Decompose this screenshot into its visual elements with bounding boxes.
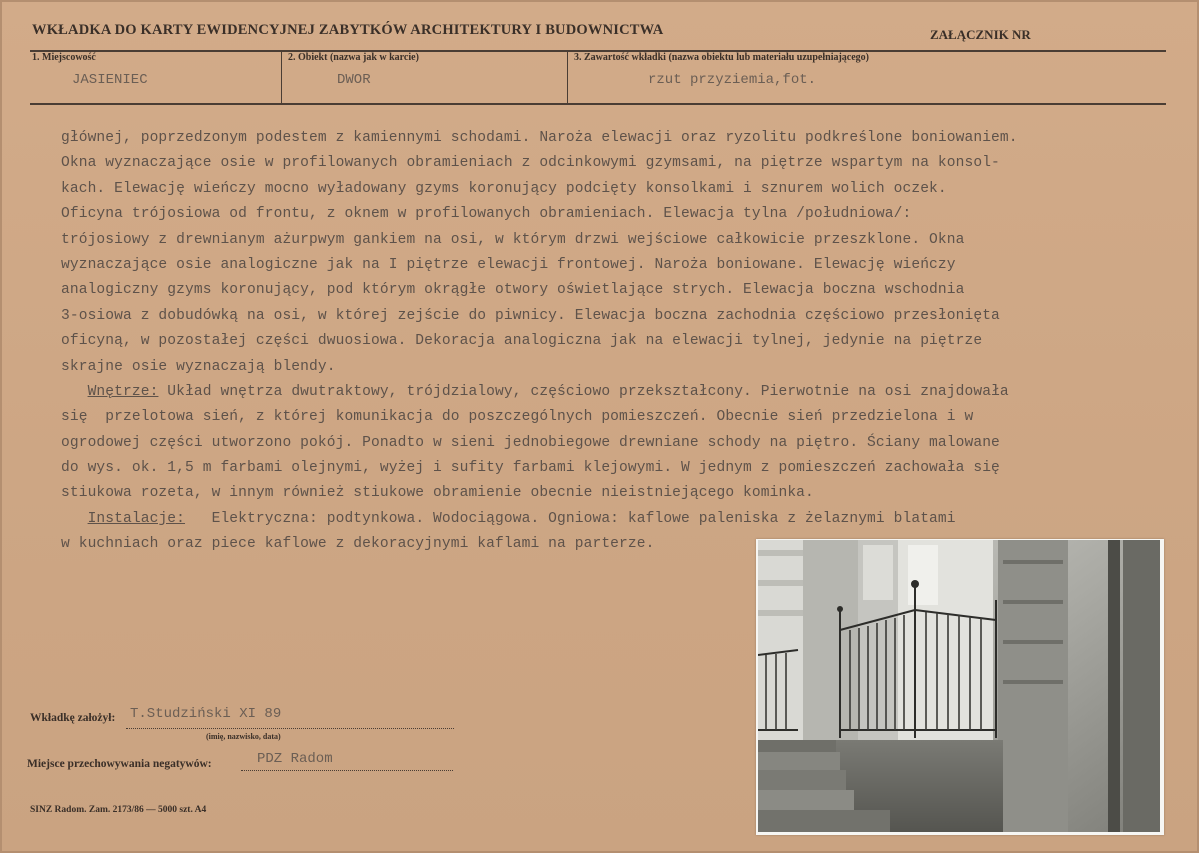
text-line: Instalacje: Elektryczna: podtynkowa. Wodociągowa. Ogniowa: kaflowe paleniska z żelaznymi blatami (87, 510, 956, 527)
text-line: Oficyna trójosiowa od frontu, z oknem w profilowanych obramieniach. Elewacja tylna /południowa/: (61, 206, 912, 223)
finial (911, 580, 919, 588)
author-label: Wkładkę założył: (30, 712, 116, 724)
text-line: wyznaczające osie analogiczne jak na I piętrze elewacji frontowej. Naroża boniowane. Elewację wieńczy (61, 256, 956, 273)
text-line: 3-osiowa z dobudówką na osi, w której zejście do piwnicy. Elewacja boczna zachodnia częściowo przesłonięta (61, 307, 1000, 324)
text-line: skrajne osie wyznaczają blendy. (61, 358, 336, 375)
text-line: oficyną, w pozostałej części dwuosiowa. Dekoracja analogiczna jak na elewacji tylnej, jedynie na piętrze (61, 333, 983, 350)
field-contents-value: rzut przyziemia,fot. (648, 72, 817, 88)
author-value: T.Studziński XI 89 (130, 706, 282, 722)
author-note: (imię, nazwisko, data) (206, 732, 281, 741)
description-text (61, 126, 1181, 558)
text-line: kach. Elewację wieńczy mocno wyładowany gzyms koronujący podcięty konsolkami i sznurem wolich oczek. (61, 180, 947, 197)
text-line: w kuchniach oraz piece kaflowe z dekoracyjnymi kaflami na parterze. (61, 536, 655, 553)
text-line: Wnętrze: Układ wnętrza dwutraktowy, trójdzialowy, częściowo przekształcony. Pierwotnie na osi znajdowała (87, 383, 1009, 400)
section-heading-interior: Wnętrze: (87, 383, 159, 400)
text-line: trójosiowy z drewnianym ażurpwym gankiem na osi, w którym drzwi wejściowe całkowicie przeszklone. Okna (61, 231, 965, 248)
text-line: do wys. ok. 1,5 m farbami olejnymi, wyżej i sufity farbami klejowymi. W jednym z pomieszczeń zachowała się (61, 460, 1000, 477)
annex-label: ZAŁĄCZNIK NR (930, 27, 1031, 42)
field-object-value: DWOR (337, 72, 371, 88)
field-locality-label: 1. Miejscowość (32, 52, 96, 63)
photo-image (758, 540, 1160, 832)
section-heading-installations: Instalacje: (87, 510, 186, 527)
storage-line (241, 770, 453, 771)
storage-label: Miejsce przechowywania negatywów: (27, 758, 212, 770)
field-divider-1 (281, 50, 282, 104)
photo-porch (756, 539, 1164, 835)
header-rule-bottom (30, 103, 1166, 105)
text-line: głównej, poprzedzonym podestem z kamiennymi schodami. Naroża elewacji oraz ryzolitu podkreślone boniowaniem. (61, 130, 1018, 146)
text-line: stiukowa rozeta, w innym również stiukowe obramienie obecnie nieistniejącego kominka. (61, 485, 814, 502)
print-info: SINZ Radom. Zam. 2173/86 — 5000 szt. A4 (30, 805, 207, 815)
field-divider-2 (567, 50, 568, 104)
text-line: ogrodowej części utworzono pokój. Ponadto w sieni jednobiegowe drewniane schody na piętro. Ściany malowane (61, 434, 1000, 451)
field-locality-value: JASIENIEC (72, 72, 148, 88)
storage-value: PDZ Radom (257, 751, 333, 767)
text-line: Okna wyznaczające osie w profilowanych obramieniach z odcinkowymi gzymsami, na piętrze wspartym na konsol- (61, 155, 1000, 172)
finial (837, 606, 843, 612)
field-contents-label: 3. Zawartość wkładki (nazwa obiektu lub materiału uzupełniającego) (574, 52, 870, 63)
author-line (126, 728, 454, 729)
text-line: analogiczny gzyms koronujący, pod którym okrągłe otwory oświetlające strych. Elewacja boczna wschodnia (61, 282, 965, 299)
field-object-label: 2. Obiekt (nazwa jak w karcie) (288, 52, 419, 63)
text-line: się przelotowa sień, z której komunikacja do poszczególnych pomieszczeń. Obecnie sień przedzielona i w (61, 409, 974, 426)
card-title: WKŁADKA DO KARTY EWIDENCYJNEJ ZABYTKÓW ARCHITEKTURY I BUDOWNICTWA (32, 22, 664, 38)
